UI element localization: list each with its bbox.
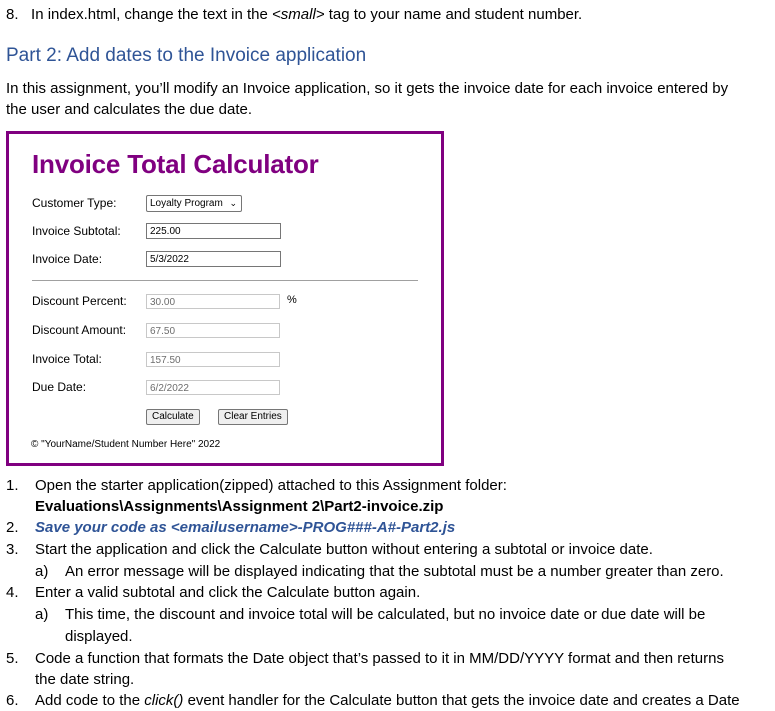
- step-text-suffix: tag to your name and student number.: [324, 6, 583, 23]
- step-2-number: 2.: [6, 519, 19, 536]
- discount-percent-field: 30.00: [146, 294, 280, 309]
- step-5-number: 5.: [6, 650, 19, 667]
- subtotal-input[interactable]: 225.00: [146, 223, 281, 239]
- section-heading: Part 2: Add dates to the Invoice application: [6, 45, 367, 66]
- small-tag: <small>: [272, 6, 325, 23]
- discount-amount-label: Discount Amount:: [32, 323, 127, 337]
- step-5-text-cont: the date string.: [35, 671, 135, 688]
- step-1-text: Open the starter application(zipped) attached to this Assignment folder:: [35, 477, 507, 494]
- due-date-field: 6/2/2022: [146, 380, 280, 395]
- step-number: 8.: [6, 6, 19, 23]
- step-1-path: Evaluations\Assignments\Assignment 2\Part2-invoice.zip: [35, 498, 444, 515]
- step-6-number: 6.: [6, 692, 19, 709]
- invoice-app-screenshot: [6, 131, 444, 466]
- invoice-date-input[interactable]: 5/3/2022: [146, 251, 281, 267]
- step-2-text: Save your code as <emailusername>-PROG###-A#-Part2.js: [35, 519, 456, 536]
- customer-type-value: Loyalty Program: [150, 198, 223, 209]
- step-4a-text: This time, the discount and invoice total will be calculated, but no invoice date or due date will be: [65, 606, 706, 623]
- subtotal-label: Invoice Subtotal:: [32, 224, 121, 238]
- step-4a-text-cont: displayed.: [65, 628, 133, 645]
- step-1: [6, 476, 19, 496]
- step-text: In index.html, change the text in the: [31, 6, 273, 23]
- customer-type-label: Customer Type:: [32, 196, 117, 210]
- step-6-suffix: event handler for the Calculate button that gets the invoice date and creates a Date: [183, 692, 740, 709]
- step-3a-text: An error message will be displayed indicating that the subtotal must be a number greater than zero.: [65, 563, 724, 580]
- step-number: 1.: [6, 477, 19, 494]
- app-title: Invoice Total Calculator: [32, 149, 319, 179]
- divider: [32, 280, 418, 281]
- click-handler-code: click(): [144, 692, 184, 709]
- chevron-down-icon: ⌄: [229, 198, 237, 208]
- customer-type-select[interactable]: [146, 195, 242, 212]
- step-4-number: 4.: [6, 584, 19, 601]
- step-5-text: Code a function that formats the Date object that’s passed to it in MM/DD/YYYY format and then returns: [35, 650, 724, 667]
- invoice-total-label: Invoice Total:: [32, 352, 102, 366]
- step-6-text: [35, 691, 740, 711]
- step-3-number: 3.: [6, 541, 19, 558]
- step-4a-number: a): [35, 606, 49, 623]
- invoice-total-field: 157.50: [146, 352, 280, 367]
- discount-percent-label: Discount Percent:: [32, 294, 127, 308]
- app-footer: © "YourName/Student Number Here" 2022: [31, 439, 221, 450]
- step-3a-number: a): [35, 563, 49, 580]
- due-date-label: Due Date:: [32, 380, 87, 394]
- percent-sign: %: [287, 294, 297, 306]
- clear-entries-button[interactable]: Clear Entries: [218, 409, 288, 425]
- step-8: [6, 5, 582, 25]
- step-6-prefix: Add code to the: [35, 692, 145, 709]
- step-4-text: Enter a valid subtotal and click the Calculate button again.: [35, 584, 421, 601]
- intro-line-2: the user and calculates the due date.: [6, 101, 253, 118]
- step-3-text: Start the application and click the Calculate button without entering a subtotal or invoice date.: [35, 541, 653, 558]
- calculate-button[interactable]: Calculate: [146, 409, 200, 425]
- discount-amount-field: 67.50: [146, 323, 280, 338]
- intro-line-1: In this assignment, you’ll modify an Invoice application, so it gets the invoice date for each invoice entered by: [6, 80, 729, 97]
- invoice-date-label: Invoice Date:: [32, 252, 103, 266]
